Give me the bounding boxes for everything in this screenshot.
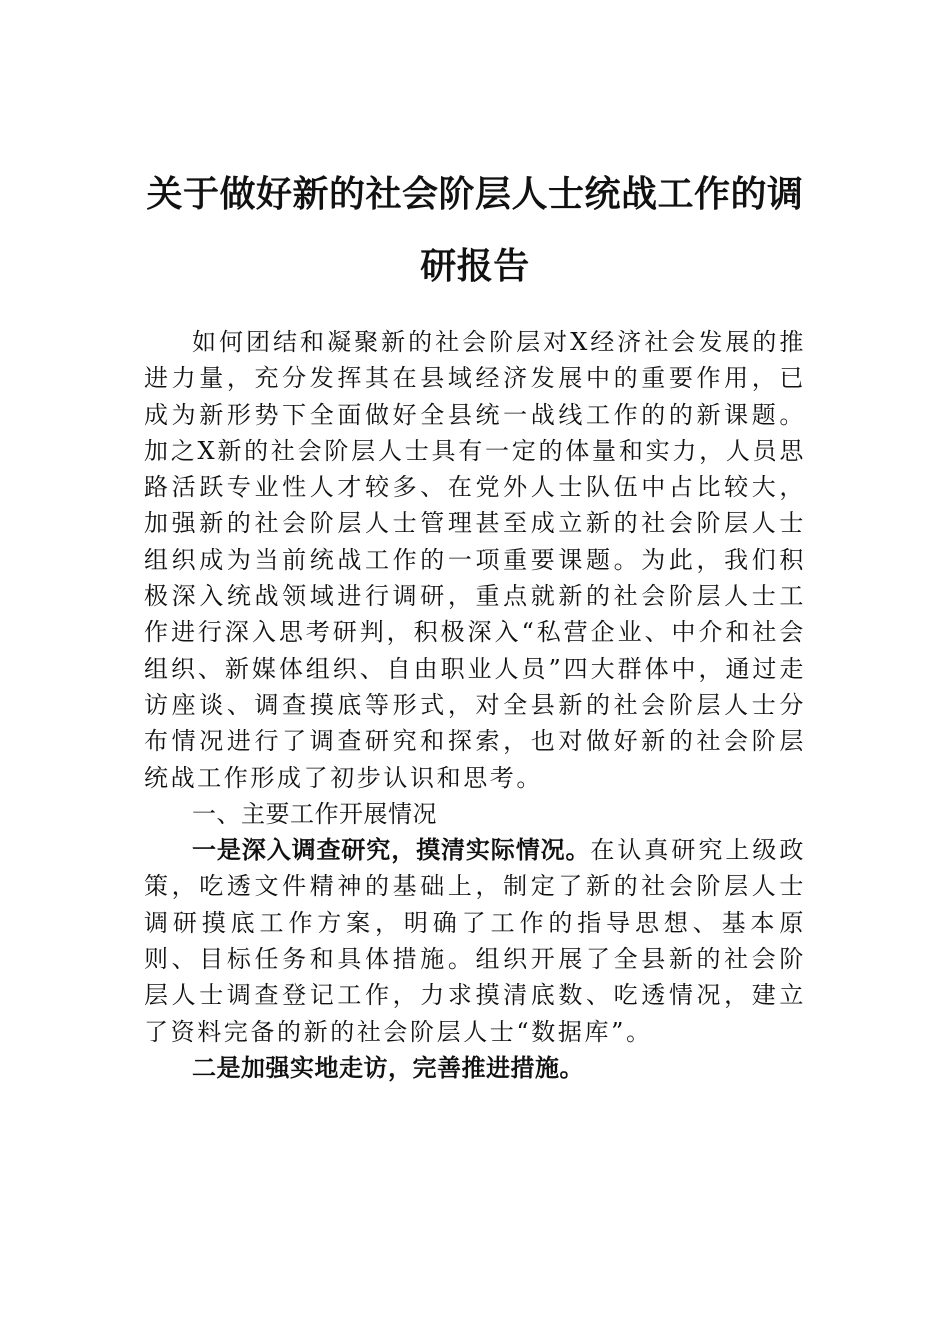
section-heading: 一、主要工作开展情况 [192, 799, 437, 828]
item-1-text: 在认真研究上级政策，吃透文件精神的基础上，制定了新的社会阶层人士调研摸底工作方案，明确了工作的指导思想、基本原则、目标任务和具体措施。组织开展了全县新的社会阶层人士调查登记工作，力求摸清底数、吃透情况，建立了资料完备的新的社会阶层人士“数据库”。 [144, 836, 806, 1046]
item-2-paragraph [144, 1050, 806, 1086]
item-1-lead: 一是深入调查研究，摸清实际情况。 [192, 836, 591, 865]
document-body [144, 324, 806, 1086]
intro-paragraph: 如何团结和凝聚新的社会阶层对X经济社会发展的推进力量，充分发挥其在县域经济发展中的重要作用，已成为新形势下全面做好全县统一战线工作的的新课题。加之X新的社会阶层人士具有一定的体量和实力，人员思路活跃专业性人才较多、在党外人士队伍中占比较大，加强新的社会阶层人士管理甚至成立新的社会阶层人士组织成为当前统战工作的一项重要课题。为此，我们积极深入统战领域进行调研，重点就新的社会阶层人士工作进行深入思考研判，积极深入“私营企业、中介和社会组织、新媒体组织、自由职业人员”四大群体中，通过走访座谈、调查摸底等形式，对全县新的社会阶层人士分布情况进行了调查研究和探索，也对做好新的社会阶层统战工作形成了初步认识和思考。 [144, 328, 806, 792]
document-title: 关于做好新的社会阶层人士统战工作的调研报告 [146, 173, 804, 287]
item-1-paragraph [144, 832, 806, 1050]
item-2-lead: 二是加强实地走访，完善推进措施。 [192, 1053, 584, 1082]
